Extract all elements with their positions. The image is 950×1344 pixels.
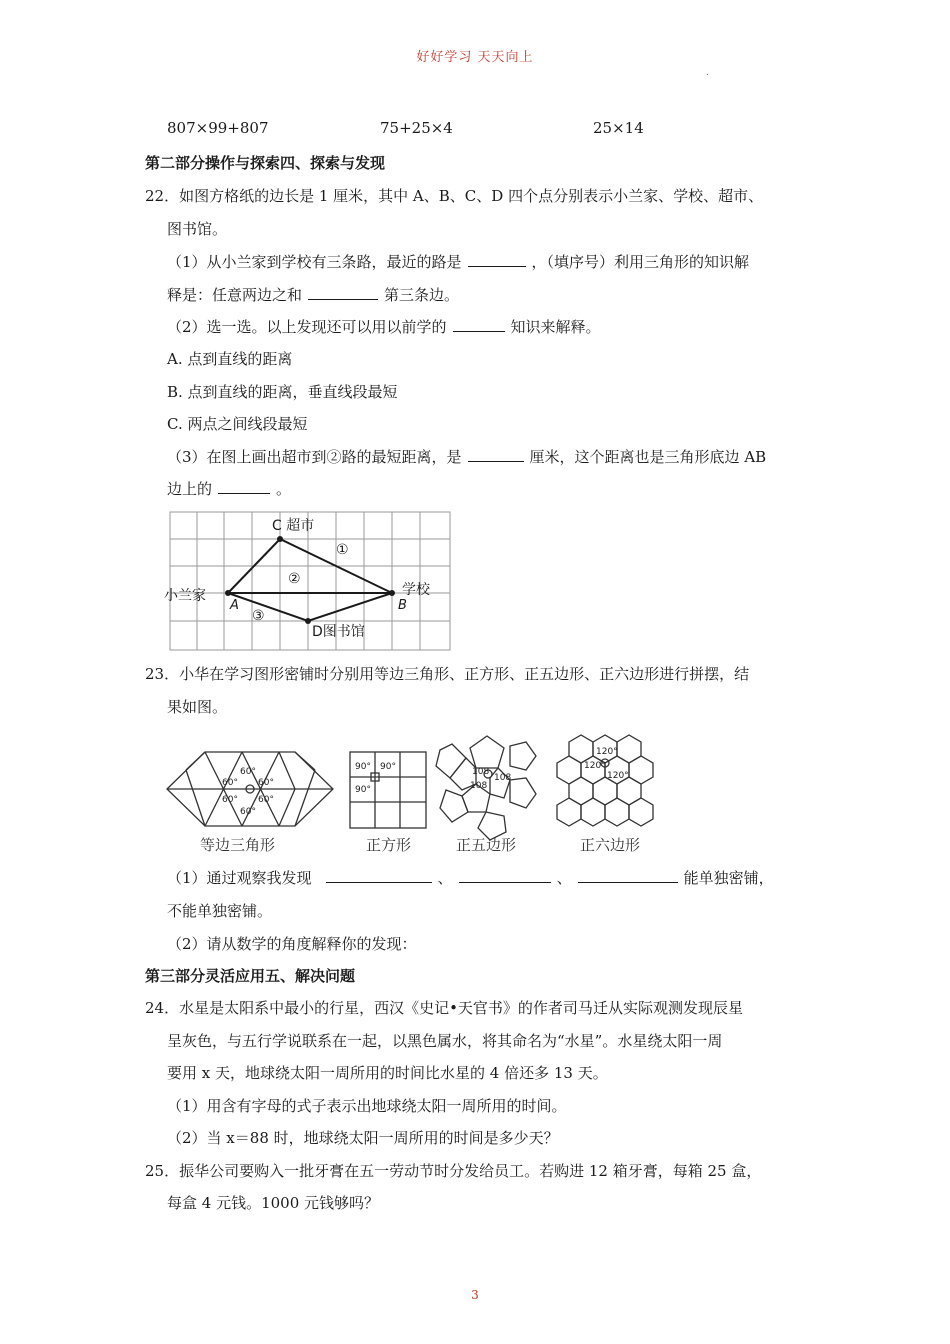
q24-line3: 要用 x 天，地球绕太阳一周所用的时间比水星的 4 倍还多 13 天。 xyxy=(167,1064,608,1082)
q23-sub1 xyxy=(167,867,774,889)
label-d: D图书馆 xyxy=(312,624,365,640)
q22-sub1-blank-2[interactable] xyxy=(308,284,378,300)
q23-tiling-figure xyxy=(160,722,680,862)
q25-line2: 每盒 4 元钱。1000 元钱够吗？ xyxy=(167,1194,380,1212)
hexagon-angle-labels xyxy=(584,747,629,781)
q22-option-c: C. 两点之间线段最短 xyxy=(167,415,308,433)
tri-angle-left-top: 60° xyxy=(222,778,238,788)
tri-caption: 等边三角形 xyxy=(200,836,276,854)
pent-angle-1: 108 xyxy=(472,767,490,777)
q22-sub1-text-d: 第三条边。 xyxy=(384,286,460,304)
q22-sub3-cont xyxy=(167,478,291,500)
sq-angle-2: 90° xyxy=(380,762,396,772)
q22-sub3-text-b: 厘米，这个距离也是三角形底边 AB xyxy=(529,448,767,466)
points xyxy=(225,536,395,624)
q22-sub1-text-c: 释是：任意两边之和 xyxy=(167,286,303,304)
q22-line2: 图书馆。 xyxy=(167,220,228,238)
q22-sub1-cont xyxy=(167,284,459,306)
sq-angle-1: 90° xyxy=(355,762,371,772)
pent-caption: 正五边形 xyxy=(456,836,517,854)
q22-option-b: B. 点到直线的距离，垂直线段最短 xyxy=(167,383,398,401)
label-c: C 超市 xyxy=(272,518,315,534)
label-b-letter: B xyxy=(398,598,407,613)
tri-angle-left-bottom: 60° xyxy=(222,795,238,805)
q25-line1: 25．振华公司要购入一批牙膏在五一劳动节时分发给员工。若购进 12 箱牙膏，每箱 25 盒， xyxy=(145,1162,762,1180)
q22-option-a: A. 点到直线的距离 xyxy=(167,350,293,368)
part2-title: 第二部分操作与探索四、探索与发现 xyxy=(145,154,386,172)
page-header: 好好学习 天天向上 xyxy=(416,50,534,65)
q23-line1: 23．小华在学习图形密铺时分别用等边三角形、正方形、正五边形、正六边形进行拼摆，结 xyxy=(145,665,750,683)
q22-grid-figure xyxy=(160,508,456,654)
q22-sub1 xyxy=(167,251,749,273)
q23-sub1-text-d: 能单独密铺， xyxy=(683,869,774,887)
pent-angle-2: 108 xyxy=(494,773,512,783)
q23-sub1-sep-1: 、 xyxy=(437,869,453,887)
part3-title: 第三部分灵活应用五、解决问题 xyxy=(145,967,356,985)
q22-line1: 22．如图方格纸的边长是 1 厘米，其中 A、B、C、D 四个点分别表示小兰家、学校、超市、 xyxy=(145,187,764,205)
label-a-place: 小兰家 xyxy=(164,588,206,604)
q23-sub2: （2）请从数学的角度解释你的发现： xyxy=(167,935,417,953)
point-d xyxy=(305,618,311,624)
q22-sub2-blank[interactable] xyxy=(453,316,505,332)
q23-sub1-text-a: （1）通过观察我发现 xyxy=(167,869,312,887)
q24-line1: 24．水星是太阳系中最小的行星，西汉《史记•天官书》的作者司马迁从实际观测发现辰星 xyxy=(145,999,743,1017)
q24-sub1: （1）用含有字母的式子表示出地球绕太阳一周所用的时间。 xyxy=(167,1097,567,1115)
header-dot: . xyxy=(706,68,709,78)
calc-expression-2: 75+25×4 xyxy=(380,119,453,137)
calc-expression-3: 25×14 xyxy=(593,119,644,137)
hex-angle-1: 120° xyxy=(596,747,618,757)
pent-angle-3: 108 xyxy=(470,781,488,791)
route-label-3: ③ xyxy=(252,608,265,624)
q23-sub1-blank-3[interactable] xyxy=(578,867,678,883)
label-b-place: 学校 xyxy=(402,582,430,598)
q22-sub1-text-b: ，（填序号）利用三角形的知识解 xyxy=(531,253,750,271)
q22-sub3-blank-1[interactable] xyxy=(468,446,524,462)
tri-angle-right-top: 60° xyxy=(258,778,274,788)
tri-angle-top: 60° xyxy=(240,767,256,777)
q22-sub2 xyxy=(167,316,601,338)
q22-sub2-text-b: 知识来解释。 xyxy=(510,318,601,336)
sq-angle-3: 90° xyxy=(355,785,371,795)
q23-sub1-blank-1[interactable] xyxy=(326,867,432,883)
q23-sub1-blank-2[interactable] xyxy=(459,867,551,883)
point-c xyxy=(277,536,283,542)
q22-sub3 xyxy=(167,446,766,468)
q23-sub1-cont: 不能单独密铺。 xyxy=(167,902,273,920)
q22-sub3-text-c: 边上的 xyxy=(167,480,213,498)
route-label-1: ① xyxy=(336,542,349,558)
hex-angle-3: 120° xyxy=(607,771,629,781)
q23-sub1-sep-2: 、 xyxy=(556,869,572,887)
q22-sub1-blank-1[interactable] xyxy=(468,251,526,267)
point-b xyxy=(389,590,395,596)
sq-caption: 正方形 xyxy=(366,836,412,854)
q22-sub1-text-a: （1）从小兰家到学校有三条路，最近的路是 xyxy=(167,253,462,271)
page-number: 3 xyxy=(471,1288,479,1302)
point-a xyxy=(225,590,231,596)
hex-angle-2: 120° xyxy=(584,761,606,771)
q22-sub3-blank-2[interactable] xyxy=(218,478,270,494)
label-a-letter: A xyxy=(230,598,239,613)
q22-sub2-text-a: （2）选一选。以上发现还可以用以前学的 xyxy=(167,318,447,336)
q24-line2: 呈灰色，与五行学说联系在一起，以黑色属水，将其命名为“水星”。水星绕太阳一周 xyxy=(167,1032,723,1050)
tri-angle-right-bottom: 60° xyxy=(258,795,274,805)
q23-line2: 果如图。 xyxy=(167,698,228,716)
q22-sub3-text-d: 。 xyxy=(276,480,292,498)
tri-angle-bottom: 60° xyxy=(240,807,256,817)
q24-sub2: （2）当 x＝88 时，地球绕太阳一周所用的时间是多少天？ xyxy=(167,1129,559,1147)
q22-sub3-text-a: （3）在图上画出超市到②路的最短距离，是 xyxy=(167,448,462,466)
hex-caption: 正六边形 xyxy=(580,836,641,854)
calc-expression-1: 807×99+807 xyxy=(167,119,269,137)
route-label-2: ② xyxy=(288,571,301,587)
